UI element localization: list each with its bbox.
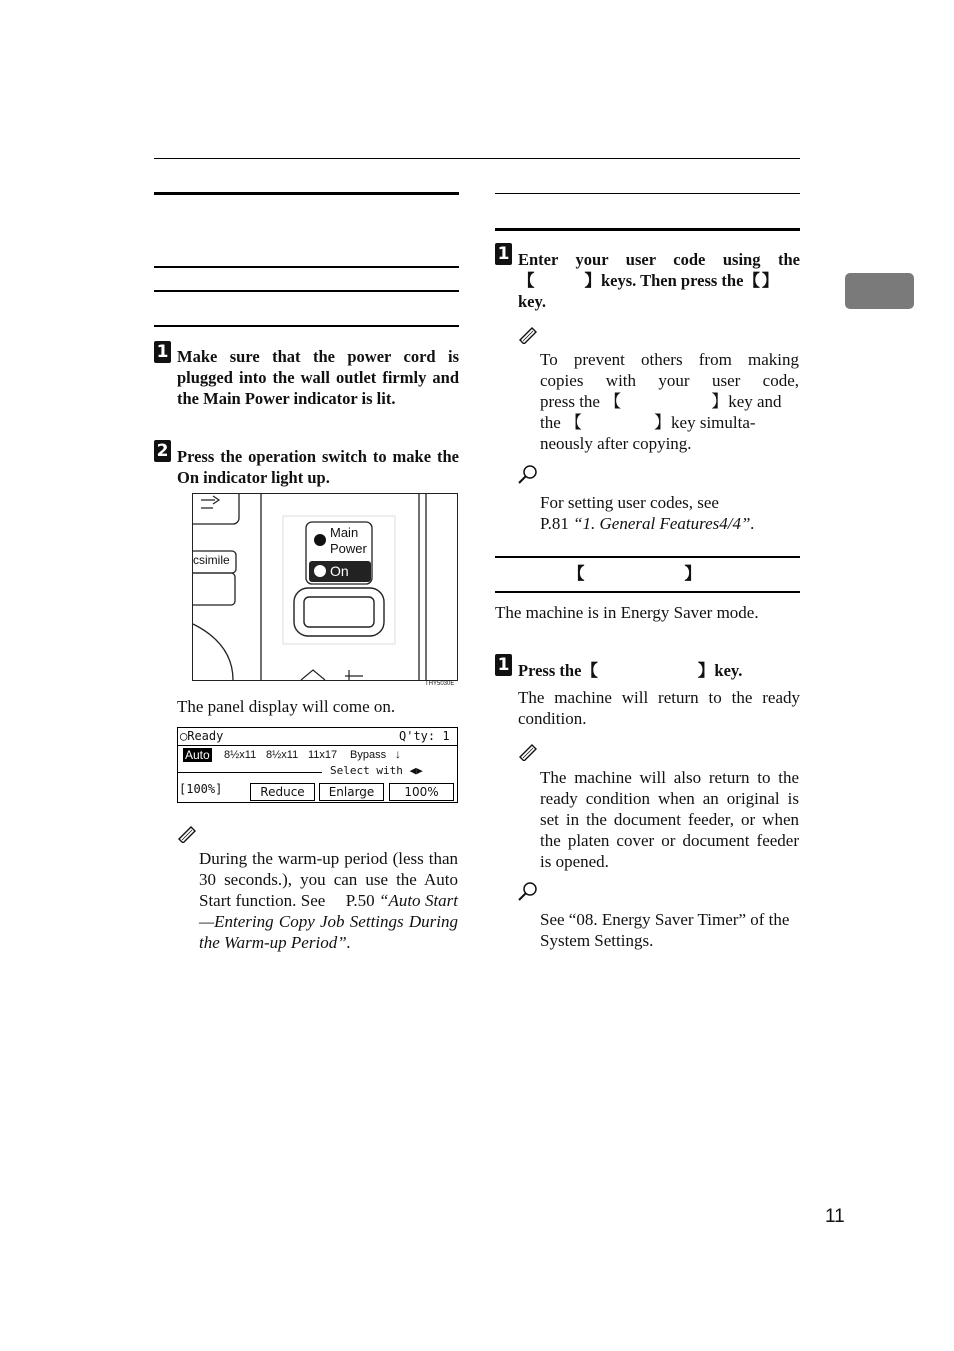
section-rule [495,193,800,194]
note-line: To prevent others from making [540,350,799,369]
select-with-text: Select with [330,764,403,777]
note-warmup-ref[interactable]: “Auto Start—Entering Copy Job Settings During the Warm-up Period”. [199,891,459,952]
note-ready-condition: The machine will also return to the ready condition when an original is set in the document feeder, or when the platen cover or document feeder is opened. [540,768,799,871]
select-with-hint [330,764,423,777]
bracket-close: 】 [584,271,601,290]
bracket-open: 【 [565,413,583,432]
section-rule [495,591,800,593]
step-text-fragment: Press the [518,661,582,680]
divider [178,772,322,773]
note-line: copies with your user code, [540,371,799,390]
note-pencil-icon [517,741,539,761]
step-number: 1 [495,654,512,676]
note-line [540,391,799,412]
magnifier-icon [517,881,539,901]
bracket-open: 【 [581,661,598,680]
section-rule [495,556,800,558]
quantity: Q'ty: 1 [399,729,450,743]
left-arrow-icon: ◀ [409,764,417,777]
note-warmup-text: During the warm-up period (less than 30 seconds.), you can use the Auto Start function. See [199,849,458,910]
facsimile-key-label: csimile [193,553,230,567]
down-arrow-icon: ↓ [395,747,401,761]
main-power-label: Main Power [330,525,367,556]
right-arrow-icon: ▶ [416,764,423,777]
figure-code: THY5030E [425,681,455,687]
bypass-tray: Bypass [350,749,387,761]
reference-line: For setting user codes, see [540,493,719,512]
energy-saver-heading [568,563,768,584]
note-fragment: key simulta- [671,413,756,432]
reference-user-codes [540,492,799,534]
step-line: Enter your user code using the [518,250,800,269]
step-instruction-energy-saver [518,660,800,681]
panel-display [177,727,458,803]
reference-page: P.81 [540,514,569,533]
reference-line [540,513,799,534]
bracket-open: 【 [604,392,622,411]
panel-drawing [193,494,457,680]
step-text-fragment: keys. Then press the [601,271,744,290]
paper-tray-2: 8½x11 [266,749,299,761]
bracket-close: 】 [654,413,672,432]
section-rule [154,290,459,292]
divider [178,745,457,746]
bracket-open: 【 [743,271,760,290]
step-number: 1 [154,341,171,363]
step-result: The machine will return to the ready condition. [518,688,800,728]
on-indicator-label: On [330,563,349,579]
note-warmup [199,848,458,953]
chapter-tab [845,273,914,309]
note-user-code [540,349,799,454]
section-rule-thick [495,228,800,231]
full-size-button[interactable]: 100% [389,783,454,801]
paper-tray-1: 8½x11 [224,749,257,761]
bracket-open: 【 [568,564,585,583]
ready-icon: ◯ [180,729,188,743]
step-instruction: Press the operation switch to make the On indicator light up. [177,447,459,487]
step-number: 2 [154,440,171,462]
ready-status [180,729,223,743]
note-line [540,412,799,433]
note-pencil-icon [176,823,198,843]
step-instruction: Make sure that the power cord is plugged into the wall outlet firmly and the Main Power indicator is lit. [177,347,459,408]
note-fragment: key and [728,392,782,411]
reduce-button[interactable]: Reduce [250,783,315,801]
reference-link[interactable]: “1. General Features4/4”. [573,514,755,533]
note-fragment: press the [540,392,600,411]
note-line: neously after copying. [540,434,692,453]
auto-paper-select: Auto [185,748,210,762]
note-fragment: the [540,413,561,432]
section-rule-thick [154,192,459,195]
note-pencil-icon [517,324,539,344]
bracket-close: 】 [711,392,729,411]
display-caption: The panel display will come on. [177,697,396,716]
status-text: Ready [187,729,224,743]
paper-tray-3: 11x17 [308,749,338,761]
step-line: key. [518,292,546,311]
step-number: 1 [495,243,512,265]
step-text-fragment: key. [714,661,743,680]
section-rule [154,325,459,327]
bracket-close: 】 [684,564,701,583]
step-line [518,270,800,291]
ratio-readout: [100%] [179,782,223,796]
section-rule [154,266,459,268]
bracket-close: 】 [697,661,715,680]
step-instruction-user-code [518,249,800,312]
operation-switch-illustration [192,493,458,681]
energy-saver-description: The machine is in Energy Saver mode. [495,603,759,622]
bracket-open: 【 [518,271,535,290]
bracket-close: 】 [761,271,779,290]
note-warmup-page: P.50 [345,891,375,910]
magnifier-icon [517,464,539,484]
page-number: 11 [825,1206,845,1227]
header-rule [154,158,800,159]
reference-energy-saver-timer: See “08. Energy Saver Timer” of the System Settings. [540,910,790,950]
enlarge-button[interactable]: Enlarge [319,783,384,801]
